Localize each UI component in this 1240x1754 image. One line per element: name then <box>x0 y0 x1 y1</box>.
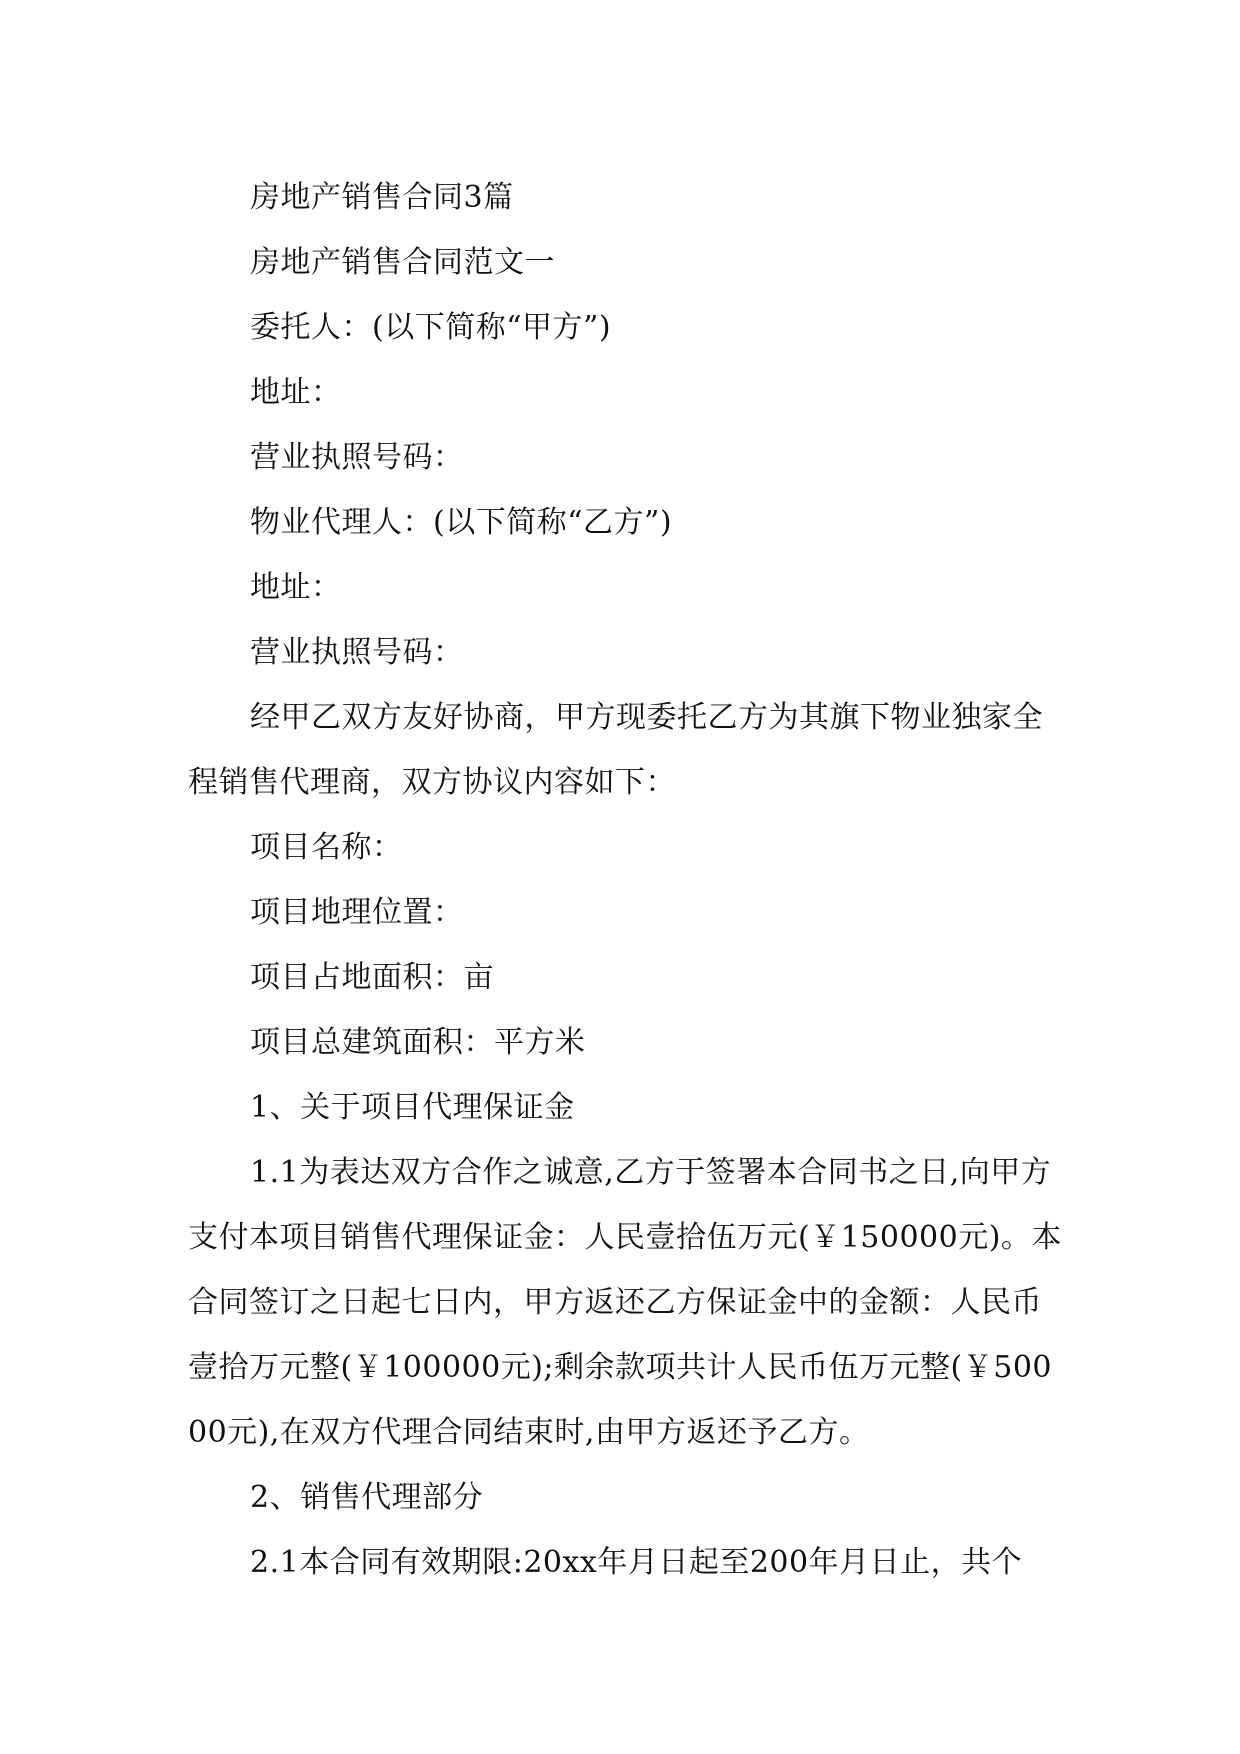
project-building-area: 项目总建筑面积：平方米 <box>250 1025 586 1060</box>
project-land-area: 项目占地面积：亩 <box>250 960 494 995</box>
clause-1-1: 1.1为表达双方合作之诚意,乙方于签署本合同书之日,向甲方支付本项目销售代理保证金：人民壹拾伍万元(￥150000元)。本合同签订之日起七日内，甲方返还乙方保证金中的金额：人民币壹拾万元整(￥100000元);剩余款项共计人民币伍万元整(￥50000元),在双方代理合同结束时,由甲方返还予乙方。 <box>188 1155 1062 1450</box>
doc-title: 房地产销售合同3篇 <box>250 180 514 215</box>
section-2-heading: 2、销售代理部分 <box>250 1480 484 1515</box>
project-name: 项目名称： <box>250 830 403 865</box>
principal-license: 营业执照号码： <box>250 440 464 475</box>
principal-address: 地址： <box>250 375 342 410</box>
agent-license: 营业执照号码： <box>250 635 464 670</box>
section-1-heading: 1、关于项目代理保证金 <box>250 1090 575 1125</box>
agreement-intro: 经甲乙双方友好协商，甲方现委托乙方为其旗下物业独家全程销售代理商，双方协议内容如下： <box>188 700 1043 800</box>
principal-line: 委托人：(以下简称“甲方”) <box>250 310 612 345</box>
clause-2-1: 2.1本合同有效期限:20xx年月日起至200年月日止，共个 <box>250 1545 1023 1580</box>
document-body <box>188 165 1064 1595</box>
agent-address: 地址： <box>250 570 342 605</box>
agent-line: 物业代理人：(以下简称“乙方”) <box>250 505 673 540</box>
doc-subtitle: 房地产销售合同范文一 <box>250 245 555 280</box>
project-location: 项目地理位置： <box>250 895 464 930</box>
